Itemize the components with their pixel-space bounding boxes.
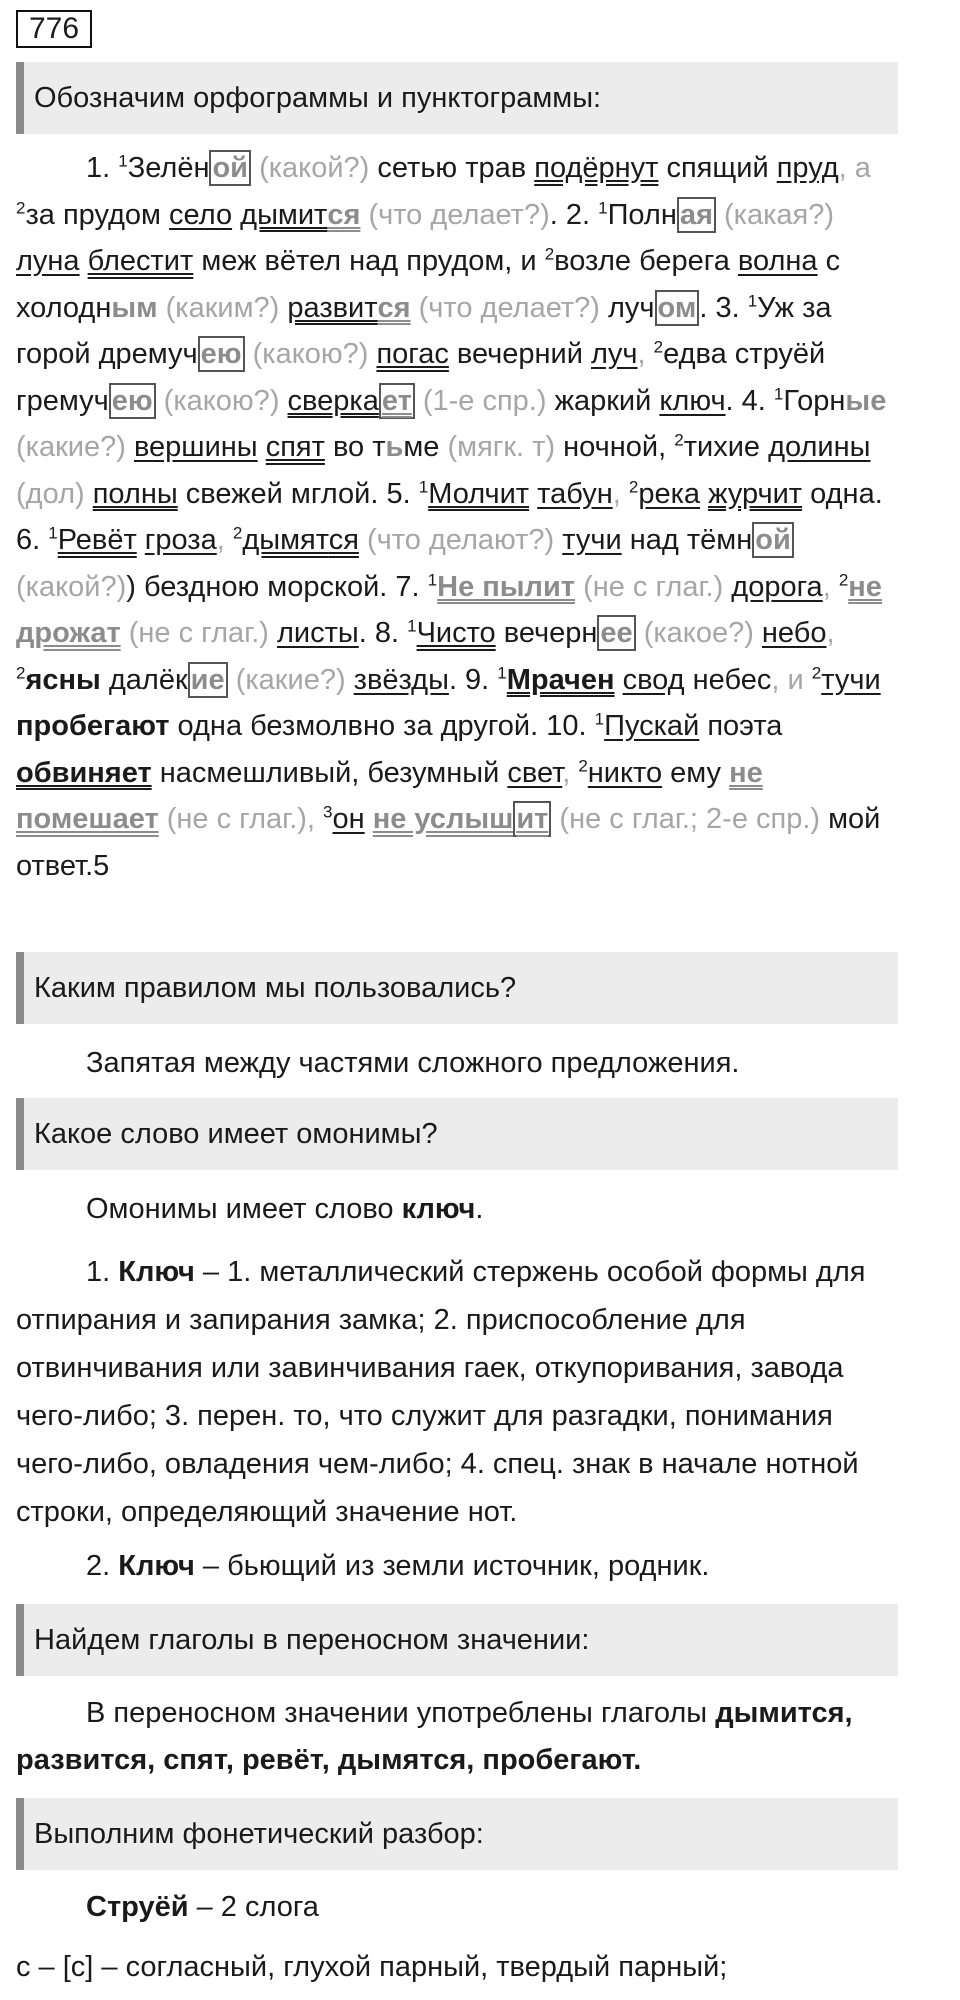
exercise-number: 776 [16, 10, 92, 48]
phonetic-word-line: Струёй – 2 слога [86, 1891, 319, 1923]
section-header-rule: Каким правилом мы пользовались? [16, 952, 898, 1024]
section-header-phonetic: Выполним фонетический разбор: [16, 1798, 898, 1870]
homonym-definition-2: 2. Ключ – бьющий из земли источник, родник. [86, 1550, 710, 1582]
homonym-definition-1: 1. Ключ – 1. металлический стержень особой формы для отпирания и запирания замка; 2. приспособление для отвинчивания или завинчивания гаек, откупоривания, завода чего-либо; 3. перен. то, что служит для разгадки, понимания чего-либо, овладения чем-либо; 4. спец. знак в начале нотной строки, определяющий значение нот. [16, 1256, 866, 1528]
section-header-homonyms: Какое слово имеет омонимы? [16, 1098, 898, 1170]
section-header-orthograms: Обозначим орфограммы и пунктограммы: [16, 62, 898, 134]
figurative-verbs-paragraph: В переносном значении употреблены глаголы дымится, развится, спят, ревёт, дымятся, пробегают. [16, 1697, 853, 1776]
homonyms-intro: Омонимы имеет слово ключ. [86, 1193, 484, 1225]
phonetic-sound-line: с – [с] – согласный, глухой парный, твердый парный; [16, 1951, 728, 1983]
rule-paragraph: Запятая между частями сложного предложения. [86, 1047, 740, 1079]
section-header-figurative-verbs: Найдем глаголы в переносном значении: [16, 1604, 898, 1676]
annotated-poem-text: 1. $^1$Зелён ой (какой?) сетью трав подёрнут спящий пруд, а $^2$за прудом село дымится (что делает?). 2. $^1$Полн ая (какая?) луна блестит меж вётел над прудом, и $^2$возле берега волна с холодным (каким?) развится (что делает?) луч ом . 3. $^1$Уж за горой дремуч ею (какою?) погас вечерний луч, $^2$едва струёй гремуч ею (какою?) сверка ет (1-е спр.) жаркий ключ. 4. $^1$Горные (какие?) вершины спят во тьме (мягк. т) ночной, $^2$тихие долины (дол) полны свежей мглой. 5. $^1$Молчит табун, $^2$река журчит одна. 6. $^1$Ревёт гроза, $^2$дымятся (что делают?) тучи над тёмн ой (какой?)) бездною морской. 7. $^1$Не пылит (не с глаг.) дорога, $^2$не дрожат (не с глаг.) листы. 8. $^1$Чисто вечерн ее (какое?) небо, $^2$ясны далёк ие (какие?) звёзды. 9. $^1$Мрачен свод небес, и $^2$тучи пробегают одна безмолвно за другой. 10. $^1$Пускай поэта обвиняет насмешливый, безумный свет, $^2$никто ему не помешает (не с глаг.), $^3$он не услыш ит (не с глаг.; 2-е спр.) мой ответ.5 [16, 151, 887, 882]
